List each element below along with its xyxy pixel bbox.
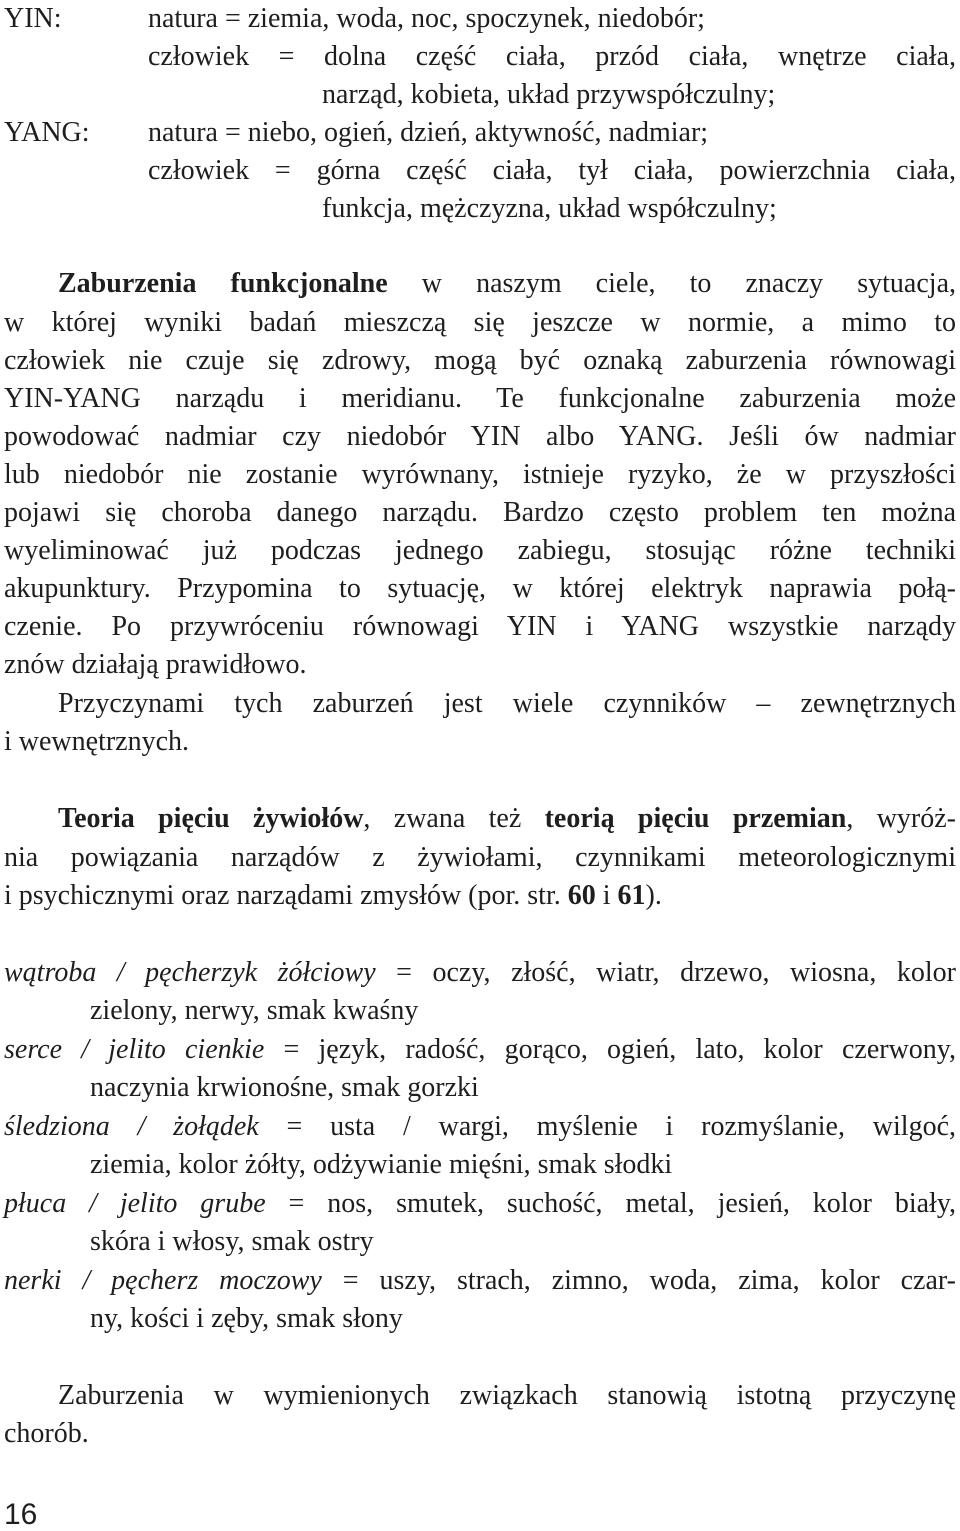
para1-line-1 bbox=[58, 265, 956, 303]
organ-pair: nerki / pęcherz moczowy bbox=[4, 1265, 322, 1296]
para3-text-a: , zwana też bbox=[363, 803, 545, 834]
element-entry-line-2: skóra i włosy, smak ostry bbox=[90, 1226, 374, 1257]
para1-line-2: w której wyniki badań mieszczą się jeszcze w normie, a mimo to bbox=[4, 307, 956, 338]
para2-line-1: Przyczynami tych zaburzeń jest wiele czynników – zewnętrznych bbox=[58, 688, 956, 719]
element-entry-line-1 bbox=[4, 1031, 956, 1069]
yin-human-line: człowiek = dolna część ciała, przód ciała, wnętrze ciała, bbox=[148, 41, 956, 72]
element-entry-line-1 bbox=[4, 1262, 956, 1300]
page-number: 16 bbox=[4, 1498, 38, 1531]
element-entry-line-1 bbox=[4, 1185, 956, 1223]
term-five-elements: Teoria pięciu żywiołów bbox=[58, 803, 364, 834]
para3-text-b: , wyróż- bbox=[846, 803, 957, 834]
para3-and: i bbox=[595, 880, 618, 911]
para3-line-3 bbox=[4, 877, 662, 915]
organ-pair: płuca / jelito grube bbox=[4, 1188, 266, 1219]
para3-close: ). bbox=[645, 880, 662, 911]
organ-correspondences: = nos, smutek, suchość, metal, jesień, kolor biały, bbox=[265, 1188, 956, 1219]
element-entry-line-2: ziemia, kolor żółty, odżywianie mięśni, smak słodki bbox=[90, 1149, 673, 1180]
yin-human-line-cont: narząd, kobieta, układ przywspółczulny; bbox=[322, 79, 776, 110]
para2-line-2: i wewnętrznych. bbox=[4, 726, 190, 757]
para3-line-3-text: i psychicznymi oraz narządami zmysłów (por. str. bbox=[4, 880, 568, 911]
organ-correspondences: = uszy, strach, zimno, woda, zima, kolor czar- bbox=[321, 1265, 956, 1296]
para1-line-5: powodować nadmiar czy niedobór YIN albo YANG. Jeśli ów nadmiar bbox=[4, 421, 956, 452]
yin-label: YIN: bbox=[4, 3, 62, 34]
para3-line-1 bbox=[58, 800, 956, 838]
organ-correspondences: = oczy, złość, wiatr, drzewo, wiosna, kolor bbox=[375, 957, 956, 988]
page-ref-60: 60 bbox=[567, 880, 596, 911]
para1-line-3: człowiek nie czuje się zdrowy, mogą być oznaką zaburzenia równowagi bbox=[4, 345, 956, 376]
para1-line-1-text: w naszym ciele, to znaczy sytuacja, bbox=[387, 268, 956, 299]
term-functional-disorders: Zaburzenia funkcjonalne bbox=[58, 268, 388, 299]
para1-line-6: lub niedobór nie zostanie wyrównany, istnieje ryzyko, że w przyszłości bbox=[4, 459, 956, 490]
element-entry-line-2: ny, kości i zęby, smak słony bbox=[90, 1303, 403, 1334]
para1-line-11: znów działają prawidłowo. bbox=[4, 649, 307, 680]
yang-human-line-cont: funkcja, mężczyzna, układ współczulny; bbox=[322, 193, 777, 224]
element-entry-line-2: naczynia krwionośne, smak gorzki bbox=[90, 1072, 479, 1103]
organ-pair: śledziona / żołądek bbox=[4, 1111, 259, 1142]
para3-line-2: nia powiązania narządów z żywiołami, czynnikami meteorologicznymi bbox=[4, 842, 956, 873]
element-entry-line-2: zielony, nerwy, smak kwaśny bbox=[90, 995, 419, 1026]
para1-line-4: YIN-YANG narządu i meridianu. Te funkcjonalne zaburzenia może bbox=[4, 383, 956, 414]
element-entry-line-1 bbox=[4, 954, 956, 992]
yang-nature-line: natura = niebo, ogień, dzień, aktywność, nadmiar; bbox=[148, 117, 709, 148]
organ-correspondences: = usta / wargi, myślenie i rozmyślanie, wilgoć, bbox=[258, 1111, 956, 1142]
para1-line-9: akupunktury. Przypomina to sytuację, w której elektryk naprawia połą- bbox=[4, 573, 956, 604]
organ-pair: serce / jelito cienkie bbox=[4, 1034, 265, 1065]
para4-line-2: chorób. bbox=[4, 1418, 89, 1449]
page-ref-61: 61 bbox=[617, 880, 646, 911]
element-entry-line-1 bbox=[4, 1108, 956, 1146]
para1-line-7: pojawi się choroba danego narządu. Bardzo często problem ten można bbox=[4, 497, 956, 528]
yang-label: YANG: bbox=[4, 117, 90, 148]
organ-correspondences: = język, radość, gorąco, ogień, lato, kolor czerwony, bbox=[264, 1034, 956, 1065]
para4-line-1: Zaburzenia w wymienionych związkach stanowią istotną przyczynę bbox=[58, 1380, 956, 1411]
yang-human-line: człowiek = górna część ciała, tył ciała, powierzchnia ciała, bbox=[148, 155, 956, 186]
yin-nature-line: natura = ziemia, woda, noc, spoczynek, niedobór; bbox=[148, 3, 705, 34]
organ-pair: wątroba / pęcherzyk żółciowy bbox=[4, 957, 376, 988]
para1-line-10: czenie. Po przywróceniu równowagi YIN i YANG wszystkie narządy bbox=[4, 611, 956, 642]
para1-line-8: wyeliminować już podczas jednego zabiegu, stosując różne techniki bbox=[4, 535, 956, 566]
term-five-transformations: teorią pięciu przemian bbox=[544, 803, 847, 834]
